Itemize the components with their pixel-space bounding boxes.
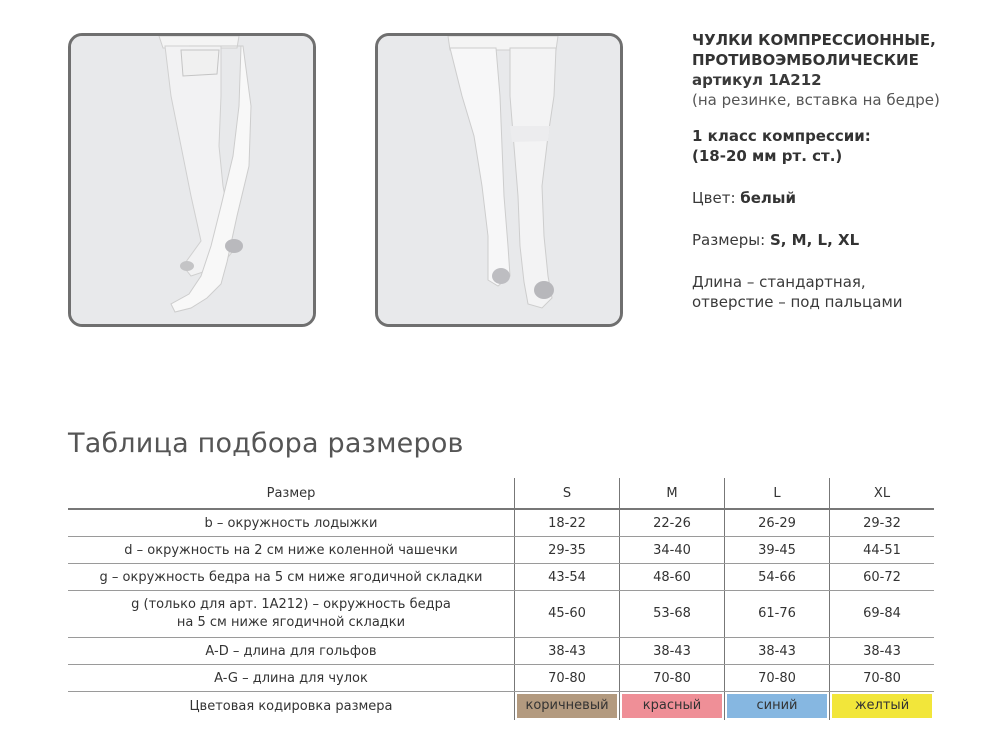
cell-s: 43-54 — [515, 564, 620, 591]
cell-m: 48-60 — [620, 564, 725, 591]
table-header-row — [68, 478, 934, 509]
table-row — [68, 638, 934, 665]
cell-l: 70-80 — [725, 665, 830, 692]
cell-l: 39-45 — [725, 537, 830, 564]
product-info — [692, 30, 992, 312]
table-row — [68, 509, 934, 537]
row-label-line1: g (только для арт. 1А212) – окружность бедра — [131, 597, 451, 612]
color-label: Цвет: — [692, 189, 741, 207]
compression-range: (18-20 мм рт. ст.) — [692, 147, 843, 165]
product-article: артикул 1А212 — [692, 71, 822, 89]
cell-s: 38-43 — [515, 638, 620, 665]
cell-s: 18-22 — [515, 509, 620, 537]
stocking-side-illustration — [71, 36, 313, 324]
product-title-line1: ЧУЛКИ КОМПРЕССИОННЫЕ, — [692, 31, 936, 49]
row-label: g – окружность бедра на 5 см ниже ягодичной складки — [68, 564, 515, 591]
cell-m: 53-68 — [620, 591, 725, 638]
sizes-label: Размеры: — [692, 231, 770, 249]
color-swatch-s: коричневый — [517, 694, 617, 718]
table-row — [68, 665, 934, 692]
size-table-title: Таблица подбора размеров — [68, 428, 464, 459]
cell-l: 26-29 — [725, 509, 830, 537]
cell-m: 34-40 — [620, 537, 725, 564]
header-s: S — [515, 478, 620, 509]
header-size: Размер — [68, 478, 515, 509]
table-row — [68, 591, 934, 638]
cell-xl: 38-43 — [830, 638, 935, 665]
cell-l: 38-43 — [725, 638, 830, 665]
row-label: Цветовая кодировка размера — [189, 698, 393, 714]
color-line — [692, 188, 992, 208]
table-row — [68, 537, 934, 564]
color-swatch-xl: желтый — [832, 694, 932, 718]
row-label: b – окружность лодыжки — [68, 509, 515, 537]
cell-xl: 44-51 — [830, 537, 935, 564]
cell-xl: 70-80 — [830, 665, 935, 692]
cell-m — [620, 692, 725, 721]
sizes-value: S, M, L, XL — [769, 231, 860, 249]
product-title-line2: ПРОТИВОЭМБОЛИЧЕСКИЕ — [692, 51, 919, 69]
row-label: d – окружность на 2 см ниже коленной чашечки — [68, 537, 515, 564]
color-swatch-m: красный — [622, 694, 722, 718]
compression-class: 1 класс компрессии: — [692, 127, 871, 145]
cell-xl — [830, 692, 935, 721]
header-xl: XL — [830, 478, 935, 509]
cell-m: 38-43 — [620, 638, 725, 665]
cell-xl: 60-72 — [830, 564, 935, 591]
stocking-front-illustration — [378, 36, 620, 324]
cell-l — [725, 692, 830, 721]
length-line1: Длина – стандартная, — [692, 273, 866, 291]
product-note: (на резинке, вставка на бедре) — [692, 91, 940, 109]
row-label: A-D – длина для гольфов — [68, 638, 515, 665]
color-swatch-l: синий — [727, 694, 827, 718]
row-label — [68, 591, 515, 638]
row-label-line2: на 5 см ниже ягодичной складки — [176, 615, 406, 630]
color-code-row — [68, 692, 934, 721]
table-row — [68, 564, 934, 591]
cell-m: 70-80 — [620, 665, 725, 692]
color-value: белый — [740, 189, 796, 207]
cell-s: 29-35 — [515, 537, 620, 564]
length-line2: отверстие – под пальцами — [692, 293, 903, 311]
cell-l: 54-66 — [725, 564, 830, 591]
cell-l: 61-76 — [725, 591, 830, 638]
cell-m: 22-26 — [620, 509, 725, 537]
header-m: M — [620, 478, 725, 509]
cell-xl: 69-84 — [830, 591, 935, 638]
cell-s — [515, 692, 620, 721]
row-label: A-G – длина для чулок — [68, 665, 515, 692]
product-photo-front — [375, 33, 623, 327]
size-table — [68, 478, 934, 720]
cell-s: 45-60 — [515, 591, 620, 638]
cell-xl: 29-32 — [830, 509, 935, 537]
cell-s: 70-80 — [515, 665, 620, 692]
sizes-line — [692, 230, 992, 250]
header-l: L — [725, 478, 830, 509]
product-photo-side — [68, 33, 316, 327]
